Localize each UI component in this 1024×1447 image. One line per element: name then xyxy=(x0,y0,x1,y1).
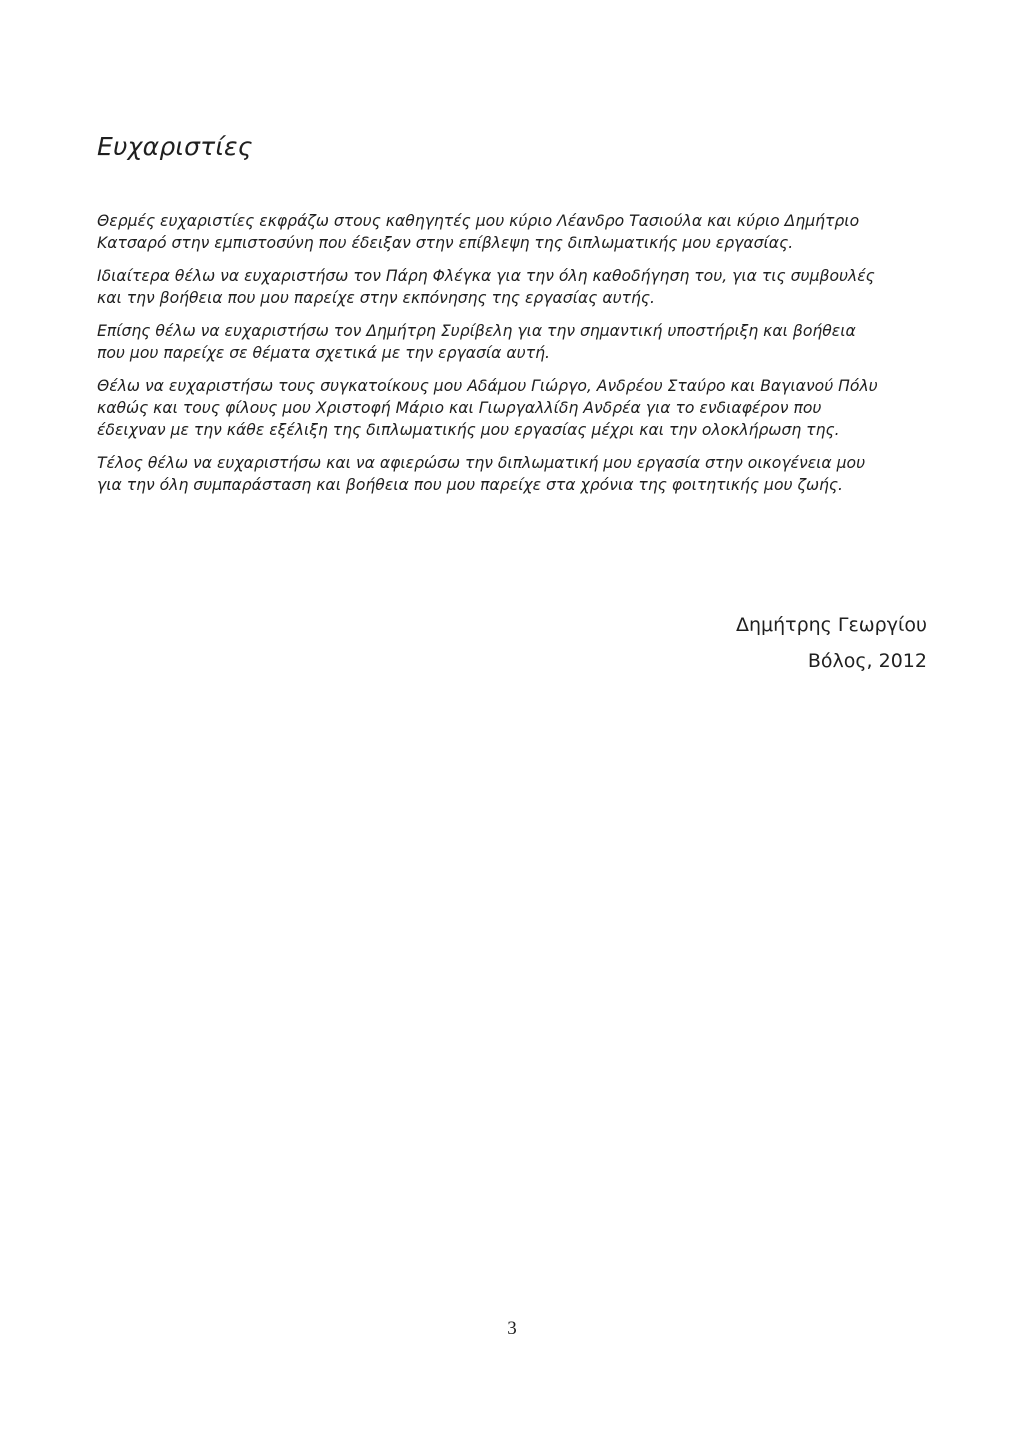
paragraph-support xyxy=(97,320,927,364)
signature-block xyxy=(736,607,927,679)
paragraph-advisor xyxy=(97,265,927,309)
paragraph-family xyxy=(97,452,927,496)
page-number: 3 xyxy=(507,1318,517,1339)
paragraph-friends xyxy=(97,375,927,441)
text-line: Κατσαρό στην εμπιστοσύνη που έδειξαν στην επίβλεψη της διπλωματικής μου εργασίας. xyxy=(97,234,794,252)
text-line: για την όλη συμπαράσταση και βοήθεια που μου παρείχε στα χρόνια της φοιτητικής μου ζωής. xyxy=(97,476,844,494)
text-line: Ιδιαίτερα θέλω να ευχαριστήσω τον Πάρη Φλέγκα για την όλη καθοδήγηση του, για τις συμβουλές xyxy=(97,267,875,285)
paragraph-professors xyxy=(97,210,927,254)
page-title: Ευχαριστίες xyxy=(97,132,253,161)
text-line: και την βοήθεια που μου παρείχε στην εκπόνησης της εργασίας αυτής. xyxy=(97,289,656,307)
text-line: έδειχναν με την κάθε εξέλιξη της διπλωματικής μου εργασίας μέχρι και την ολοκλήρωση της. xyxy=(97,421,840,439)
text-line: Θέλω να ευχαριστήσω τους συγκατοίκους μου Αδάμου Γιώργο, Ανδρέου Σταύρο και Βαγιανού Πόλυ xyxy=(97,377,878,395)
acknowledgements-body xyxy=(97,210,927,507)
text-line: που μου παρείχε σε θέματα σχετικά με την εργασία αυτή. xyxy=(97,344,550,362)
text-line: Επίσης θέλω να ευχαριστήσω τον Δημήτρη Συρίβελη για την σημαντική υποστήριξη και βοήθεια xyxy=(97,322,856,340)
author-name: Δημήτρης Γεωργίου xyxy=(735,614,927,636)
text-line: Τέλος θέλω να ευχαριστήσω και να αφιερώσω την διπλωματική μου εργασία στην οικογένεια μου xyxy=(97,454,866,472)
place-date: Βόλος, 2012 xyxy=(807,650,927,672)
text-line: Θερμές ευχαριστίες εκφράζω στους καθηγητές μου κύριο Λέανδρο Τασιούλα και κύριο Δημήτριο xyxy=(97,212,860,230)
text-line: καθώς και τους φίλους μου Χριστοφή Μάριο και Γιωργαλλίδη Ανδρέα για το ενδιαφέρον που xyxy=(97,399,822,417)
